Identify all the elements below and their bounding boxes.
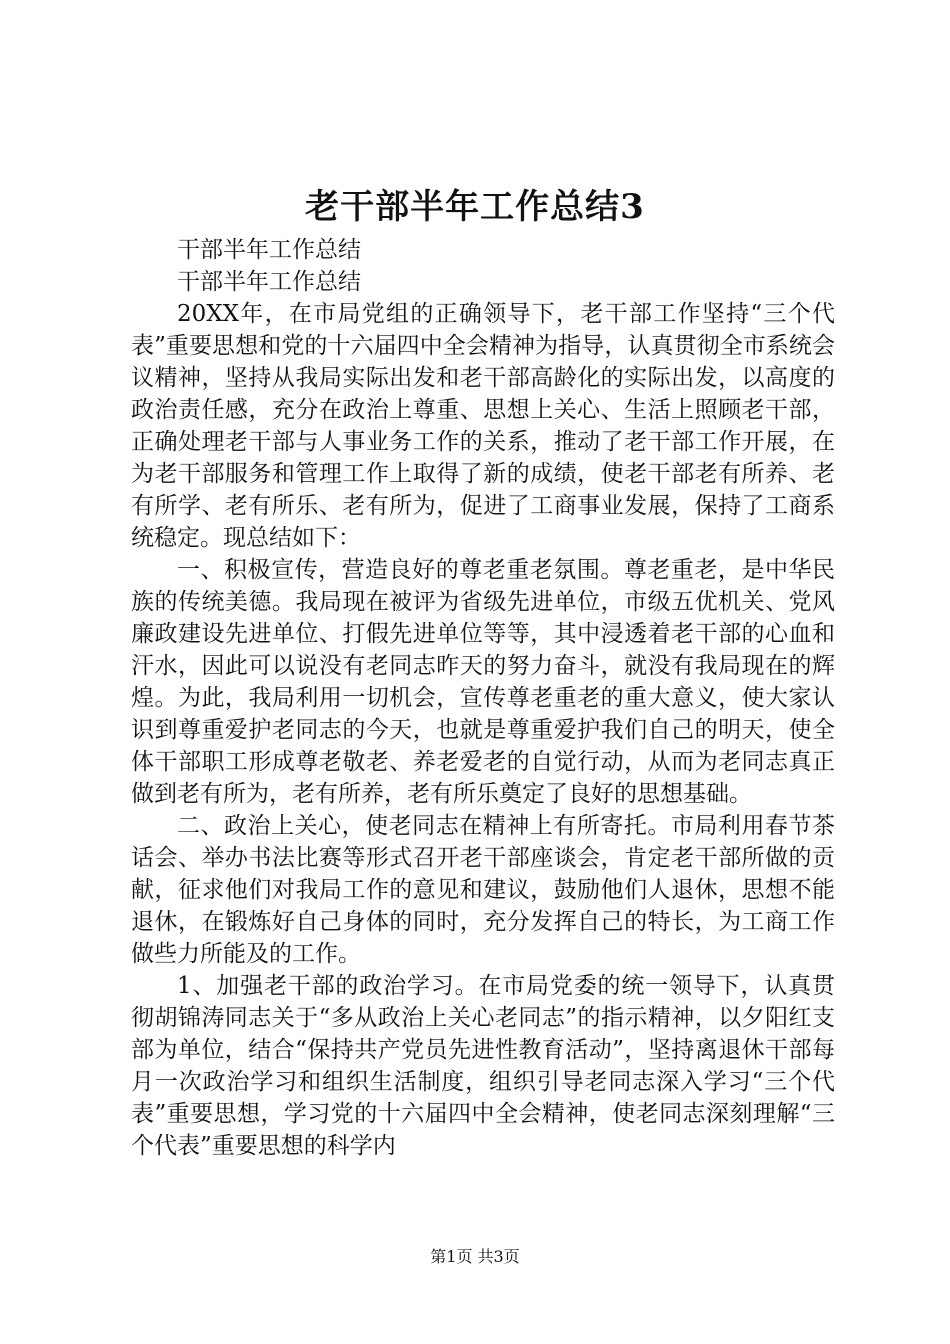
- paragraph-section-1: 一、积极宣传，营造良好的尊老重老氛围。尊老重老，是中华民族的传统美德。我局现在被评为省级先进单位，市级五优机关、党风廉政建设先进单位、打假先进单位等等，其中浸透着老干部的心血和汗水，因此可以说没有老同志昨天的努力奋斗，就没有我局现在的辉煌。为此，我局利用一切机会，宣传尊老重老的重大意义，使大家认识到尊重爱护老同志的今天，也就是尊重爱护我们自己的明天，使全体干部职工形成尊老敬老、养老爱老的自觉行动，从而为老同志真正做到老有所为，老有所养，老有所乐奠定了良好的思想基础。: [131, 557, 835, 807]
- paragraph-section-2: 二、政治上关心，使老同志在精神上有所寄托。市局利用春节茶话会、举办书法比赛等形式召开老干部座谈会，肯定老干部所做的贡献，征求他们对我局工作的意见和建议，鼓励他们人退休，思想不能退休，在锻炼好自己身体的同时，充分发挥自己的特长，为工商工作做些力所能及的工作。: [131, 813, 835, 967]
- paragraph-intro: 20XX年，在市局党组的正确领导下，老干部工作坚持“三个代表”重要思想和党的十六届四中全会精神为指导，认真贯彻全市系统会议精神，坚持从我局实际出发和老干部高龄化的实际出发，以高度的政治责任感，充分在政治上尊重、思想上关心、生活上照顾老干部，正确处理老干部与人事业务工作的关系，推动了老干部工作开展，在为老干部服务和管理工作上取得了新的成绩，使老干部老有所养、老有所学、老有所乐、老有所为，促进了工商事业发展，保持了工商系统稳定。现总结如下：: [131, 301, 835, 551]
- paragraph-item-1: 1、加强老干部的政治学习。在市局党委的统一领导下，认真贯彻胡锦涛同志关于“多从政治上关心老同志”的指示精神，以夕阳红支部为单位，结合“保持共产党员先进性教育活动”，坚持离退休干部每月一次政治学习和组织生活制度，组织引导老同志深入学习“三个代表”重要思想，学习党的十六届四中全会精神，使老同志深刻理解“三个代表”重要思想的科学内: [131, 973, 835, 1159]
- page-footer: 第1页 共3页: [430, 1247, 520, 1266]
- paragraph-subtitle-2: 干部半年工作总结: [177, 269, 361, 295]
- document-body: [131, 234, 835, 1162]
- document-title: 老干部半年工作总结3: [305, 187, 645, 227]
- paragraph-subtitle-1: 干部半年工作总结: [177, 237, 361, 263]
